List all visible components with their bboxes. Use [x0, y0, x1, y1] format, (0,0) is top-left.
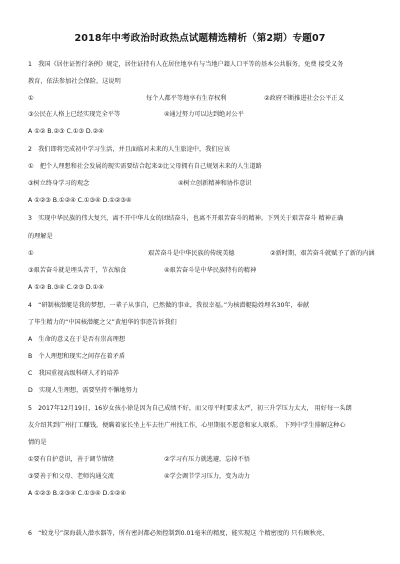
q5-choices: A ①②③ B.②③④ C.①③④ D.①②④ [28, 490, 126, 497]
q3-option-2: ②新时期，艰苦奋斗就赋予了新的内涵 [270, 250, 375, 257]
q1-choices: A ①② B.②③ C.①③ D.②④ [28, 128, 104, 135]
q1-option-2: ②政府不断推进社会公平正义 [264, 95, 344, 102]
q3-option-1-marker: ① [28, 250, 34, 257]
q5-option-1: ①要有自护意识，善于调节情绪 [28, 456, 114, 463]
q4-option-b: B 个人理想和现实之间存在着矛盾 [28, 353, 126, 360]
q3-option-4: ④艰苦奋斗是中华民族特有的精神 [164, 267, 257, 274]
q1-option-1-marker: ① [28, 95, 34, 102]
q1-stem-line2: 教育，依法参加社会保险，这说明 [28, 78, 121, 85]
q2-stem: 2 我们即将完成初中学习生活，并且面临对未来的人生旅途中，我们应该 [28, 146, 230, 153]
q3-choices: A ①② B.③④ C.②③ D.①④ [28, 284, 104, 291]
q3-stem-line2: 的理解是 [28, 233, 53, 240]
q1-option-1: 每个人都平等地享有生存权利 [146, 95, 227, 102]
q4-stem-line1: 4 “研制核潜艇是我的梦想，一辈子从事自，已然做的事业，我很幸福。”为核潜艇隐姓埋名30年，奉献 [28, 302, 310, 309]
q3-stem-line1: 3 实现中华民族的伟大复兴，离不开中华儿女的团结奋斗，也离不开艰苦奋斗的精神。下列关于艰苦奋斗 精神正确 [28, 215, 344, 222]
q5-option-2: ②学习有压力就逃避，忘掉不悟 [164, 456, 250, 463]
q1-option-4: ④通过努力可以达到绝对公平 [164, 111, 244, 118]
q2-option-1-2: ① 把个人理想和社会发展的现实需要结合起来②比父母拥有自己规划未来的人生道路 [28, 163, 262, 170]
q2-choices: A ①②③ B.①②④ C.①③④ D.①②③④ [28, 197, 132, 204]
q2-option-4: ④树立创新精神和协作意识 [178, 180, 252, 187]
q5-stem-line2: 友介绍其到广州打工赚钱，便瞒着家长坐上车去往广州找工作，心里期很不愿意和家人联系。 下列中学生排解这种心 [28, 422, 346, 429]
q4-option-d: D 实现人生理想，需要坚持不懈地努力 [28, 387, 138, 394]
q5-stem-line1: 5 2017年12月19日，16岁女孩小徐是因为自己成绩不好，而父母平时要求太严，初三升学压力太大， 用好每一头朗 [28, 405, 352, 412]
q2-option-3: ③树立终身学习的观念 [28, 180, 90, 187]
q5-stem-line3: 情的是 [28, 439, 47, 446]
q1-option-3: ③公民在人格上已经实现完全平等 [28, 111, 121, 118]
q6-stem-line1: 6 “蛟龙号”深海载人潜水器等，所有密封都必须控制到0.01毫米的精度，能实现这 个精密度的 只有顾秋亮， [28, 530, 329, 537]
q3-option-1: 艰苦奋斗是中华民族的传统美德 [148, 250, 235, 257]
q5-option-3: ③要善于和父母、老师沟通交流 [28, 473, 114, 480]
q4-stem-line2: 了毕生精力的“中国核潜艇之父”黄旭华的事迹告诉我们 [28, 319, 177, 326]
q4-option-c: C 我国重视高级科研人才的培养 [28, 370, 119, 377]
document-title: 2018年中考政治时政热点试题精选精析（第2期）专题07 [74, 33, 326, 44]
q5-option-4: ④学会调节学习压力，变为动力 [164, 473, 250, 480]
q3-option-3: ③艰苦奋斗就是埋头苦干，节衣缩食 [28, 267, 127, 274]
q4-option-a: A 生命的意义在于是否有崇高理想 [28, 336, 126, 343]
q1-stem-line1: 1 我国《居住证暂行条例》规定，居住证持有人在居住地享有与当地户籍人口平等的基本公共服务，免费 接受义务 [28, 61, 344, 68]
